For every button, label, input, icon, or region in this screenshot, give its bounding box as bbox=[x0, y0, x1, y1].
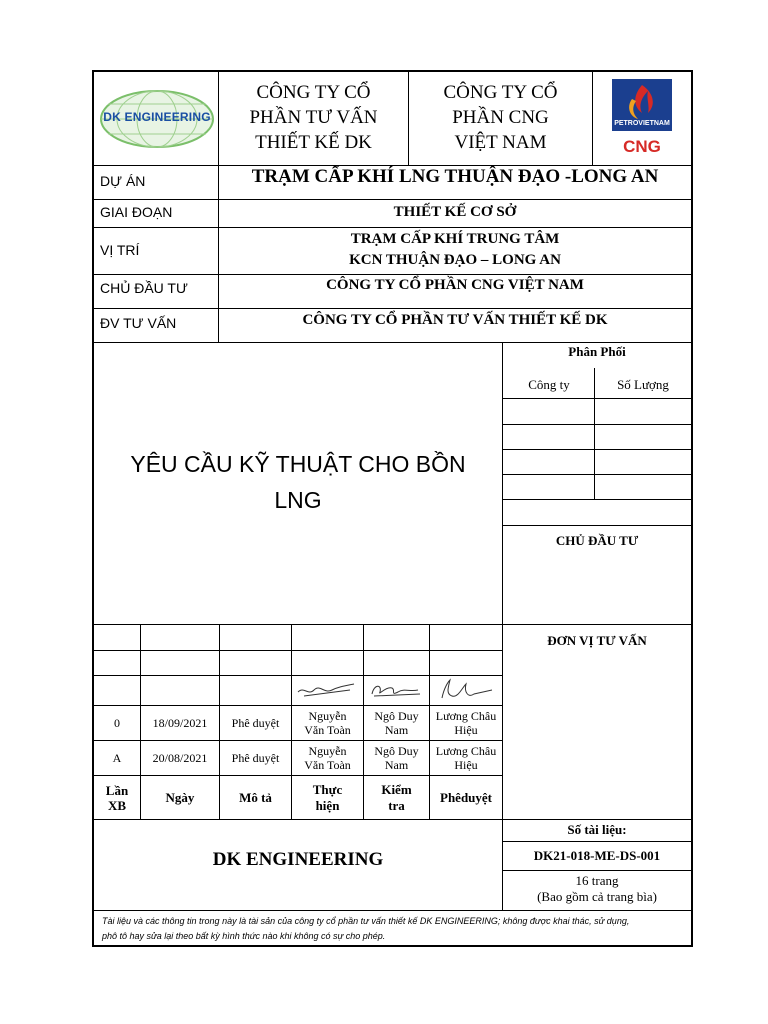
distribution-col-quantity: Số Lượng bbox=[617, 377, 669, 392]
rev-header-rev: Lần XB bbox=[105, 782, 129, 813]
company-left: CÔNG TY CỔ PHẦN TƯ VẤN THIẾT KẾ DK bbox=[249, 82, 378, 153]
distribution-consultant-heading: ĐƠN VỊ TƯ VẤN bbox=[547, 633, 647, 648]
project-value: TRẠM CẤP KHÍ LNG THUẬN ĐẠO -LONG AN bbox=[251, 166, 659, 187]
signature-luong-chau-hieu bbox=[434, 676, 498, 702]
footer-company: DK ENGINEERING bbox=[212, 849, 384, 870]
distribution-title: Phân Phối bbox=[568, 344, 626, 359]
rev-header-check: Kiểm tra bbox=[381, 781, 412, 813]
phase-value: THIẾT KẾ CƠ SỞ bbox=[393, 204, 517, 220]
disclaimer: Tài liệu và các thông tin trong này là tài sản của công ty cổ phần tư vấn thiết kế DK ENGINEERING; không được khai thác, sử dụng, phô tô hay sửa lại theo bất kỳ hình thức nào khi không có sự cho phép. bbox=[102, 916, 630, 941]
dk-engineering-logo bbox=[98, 88, 216, 150]
rev-row-1-desc: Phê duyệt bbox=[231, 750, 280, 765]
rev-row-0-desc: Phê duyệt bbox=[231, 715, 280, 730]
rev-row-0-rev: 0 bbox=[114, 715, 120, 730]
rev-row-0-date: 18/09/2021 bbox=[152, 715, 208, 730]
rev-header-desc: Mô tả bbox=[239, 789, 272, 805]
company-right: CÔNG TY CỔ PHẦN CNG VIỆT NAM bbox=[443, 82, 558, 153]
phase-label: GIAI ĐOẠN bbox=[100, 204, 173, 220]
consultant-value: CÔNG TY CỔ PHẦN TƯ VẤN THIẾT KẾ DK bbox=[302, 312, 608, 328]
doc-no-label: Số tài liệu: bbox=[567, 822, 627, 837]
cover-sheet bbox=[92, 70, 693, 947]
doc-no: DK21-018-ME-DS-001 bbox=[533, 848, 661, 863]
rev-row-0-by: Nguyễn Văn Toàn bbox=[304, 708, 351, 737]
petrovietnam-cng-logo bbox=[610, 77, 674, 161]
rev-row-1-by: Nguyễn Văn Toàn bbox=[304, 743, 351, 772]
location-label: VỊ TRÍ bbox=[100, 242, 140, 258]
page-count: 16 trang (Bao gồm cả trang bìa) bbox=[537, 873, 657, 904]
petrovietnam-text: PETROVIETNAM bbox=[614, 120, 670, 127]
signature-ngo-duy-nam bbox=[366, 678, 426, 702]
rev-row-1-check: Ngô Duy Nam bbox=[374, 743, 419, 772]
rev-header-date: Ngày bbox=[165, 789, 195, 805]
owner-label: CHỦ ĐẦU TƯ bbox=[100, 280, 188, 296]
cng-text: CNG bbox=[623, 137, 661, 156]
rev-header-approve: Phêduyệt bbox=[440, 789, 492, 805]
rev-row-1-date: 20/08/2021 bbox=[152, 750, 208, 765]
distribution-owner-heading: CHỦ ĐẦU TƯ bbox=[555, 533, 639, 548]
rev-row-0-check: Ngô Duy Nam bbox=[374, 708, 419, 737]
consultant-label: ĐV TƯ VẤN bbox=[100, 315, 177, 331]
location-value-1: TRẠM CẤP KHÍ TRUNG TÂM bbox=[350, 231, 560, 247]
dk-logo-text: DK ENGINEERING bbox=[103, 110, 211, 124]
rev-row-1-approve: Lương Châu Hiệu bbox=[435, 743, 497, 772]
distribution-col-company: Công ty bbox=[528, 377, 570, 392]
owner-value: CÔNG TY CỔ PHẦN CNG VIỆT NAM bbox=[326, 277, 584, 293]
rev-header-by: Thực hiện bbox=[312, 781, 343, 813]
project-label: DỰ ÁN bbox=[100, 173, 146, 189]
rev-row-1-rev: A bbox=[112, 750, 122, 765]
location-value-2: KCN THUẬN ĐẠO – LONG AN bbox=[349, 252, 561, 268]
rev-row-0-approve: Lương Châu Hiệu bbox=[435, 708, 497, 737]
document-title: YÊU CẦU KỸ THUẬT CHO BỒN LNG bbox=[130, 451, 466, 513]
signature-nguyen-van-toan bbox=[294, 678, 358, 702]
